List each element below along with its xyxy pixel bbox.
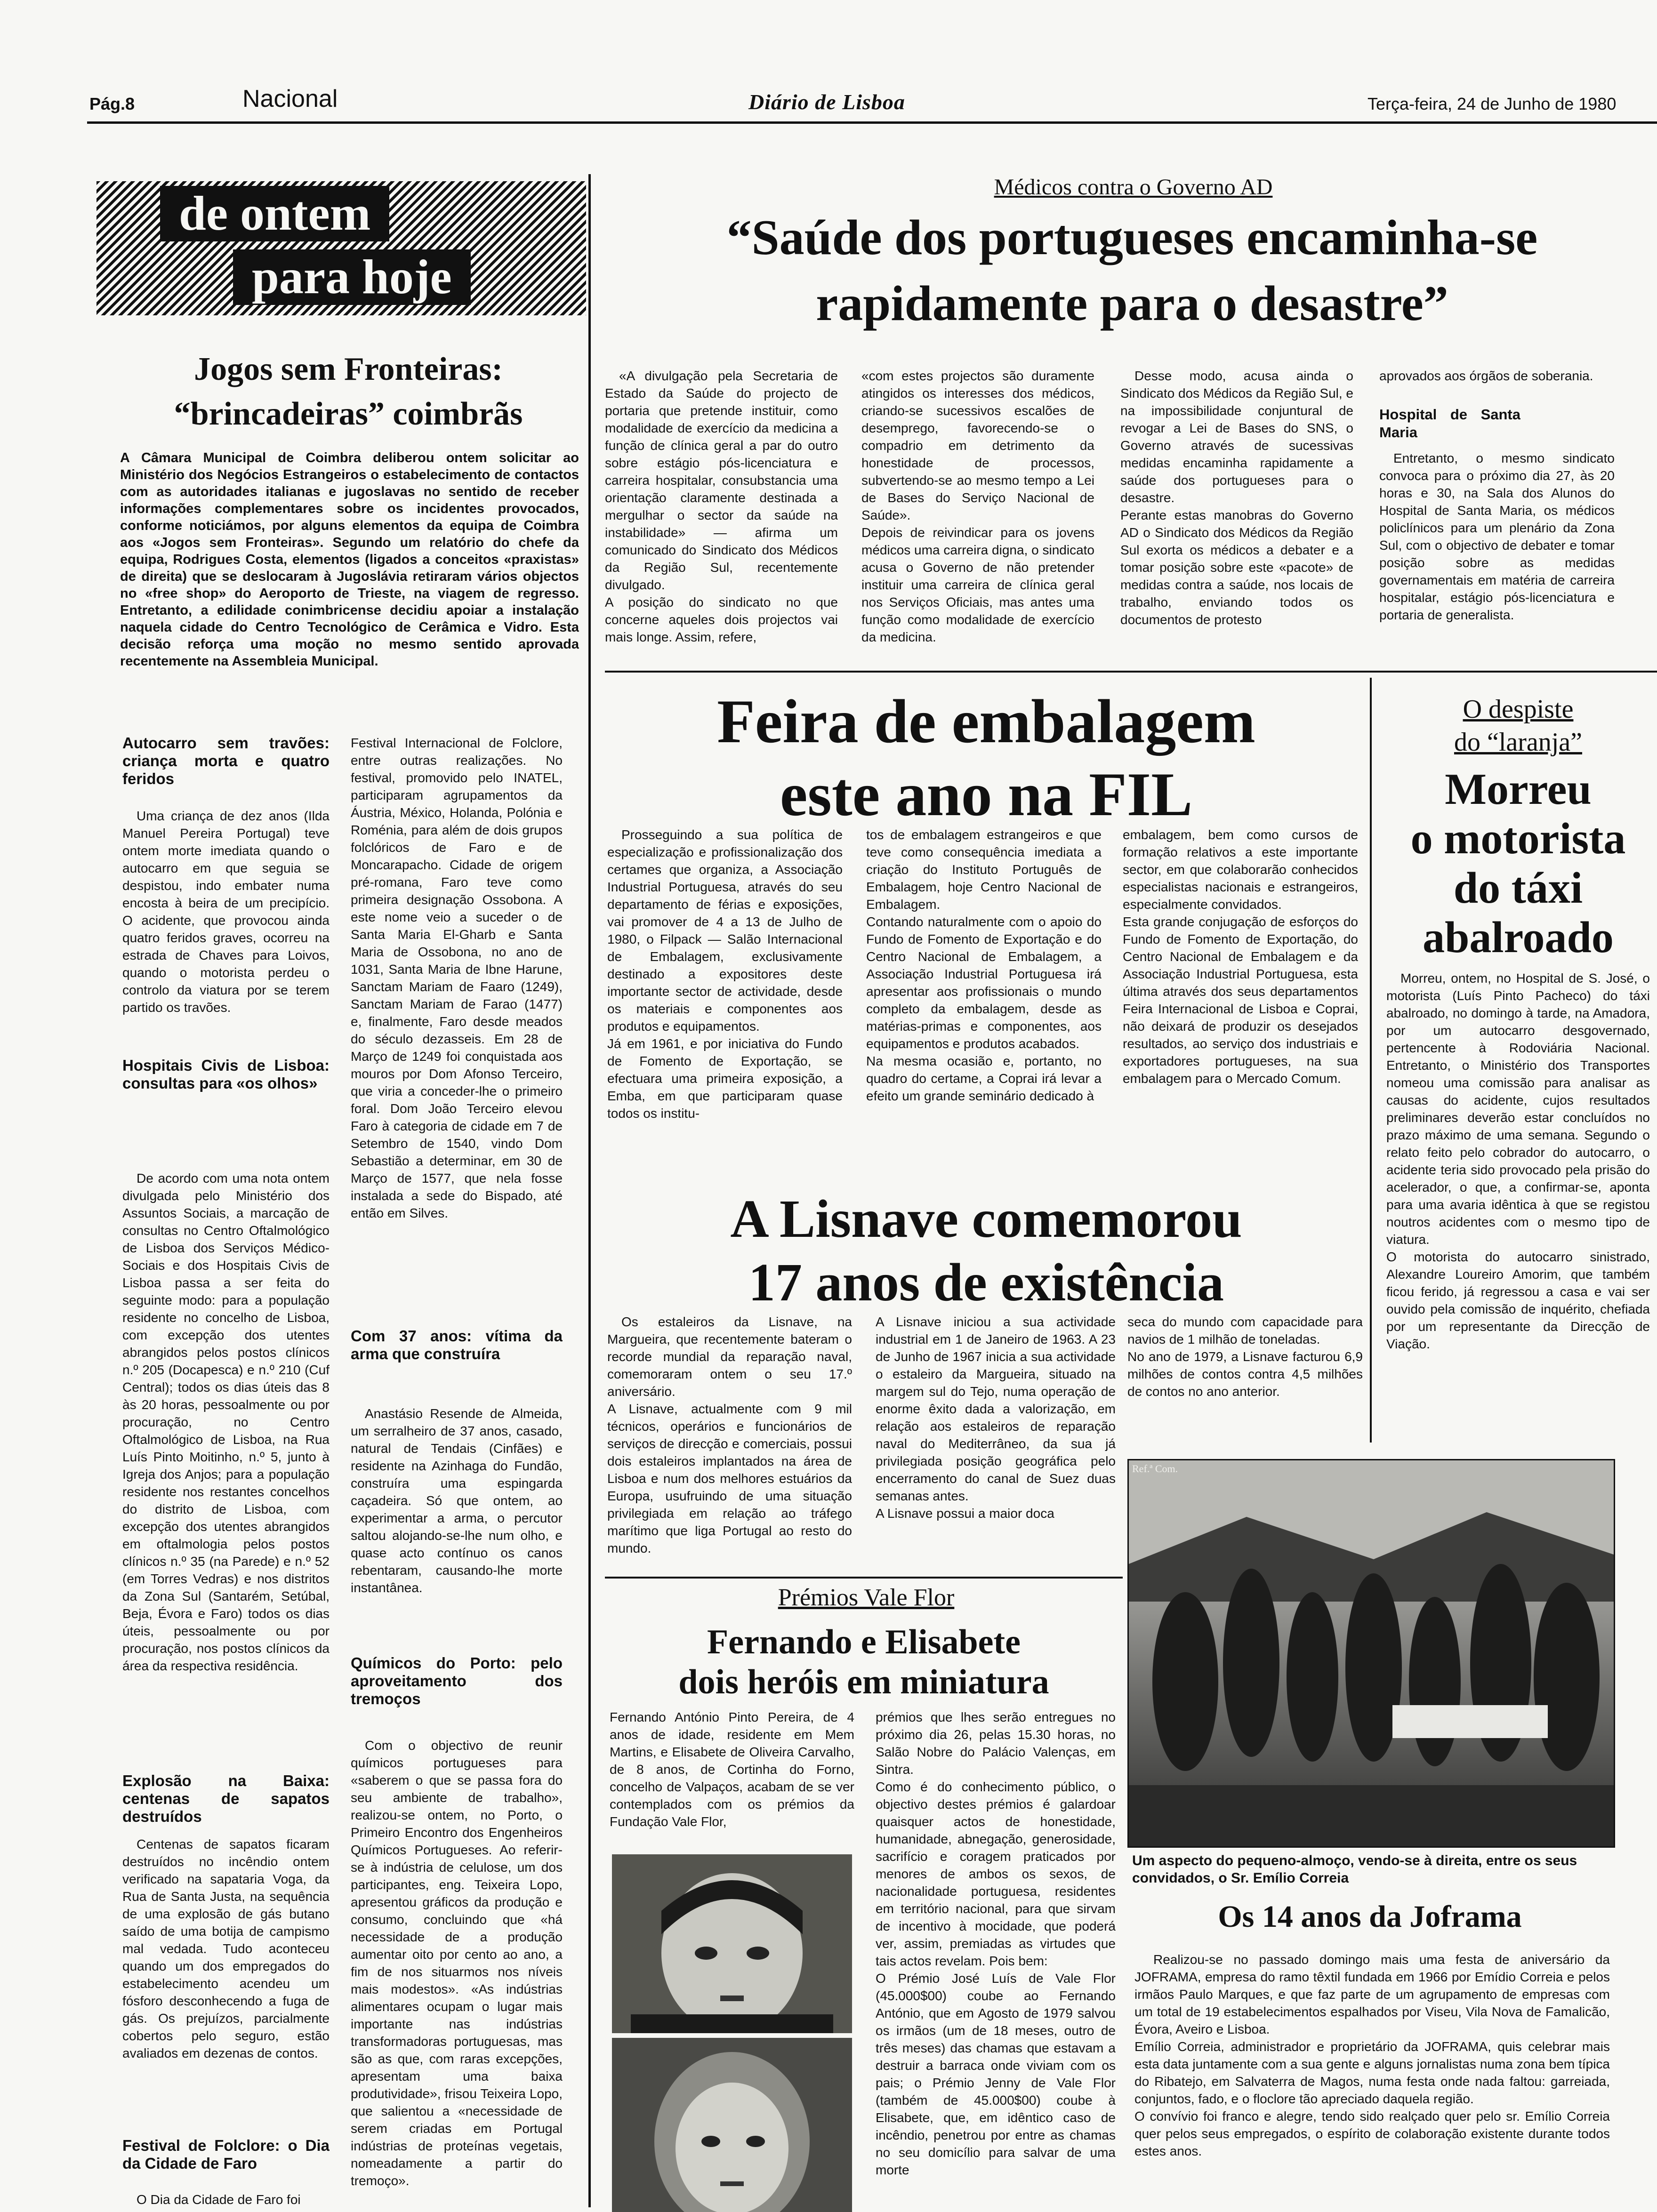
- arma-subhead: Com 37 anos: vítima da arma que construíra: [351, 1327, 563, 1362]
- quimicos-subhead: Químicos do Porto: pelo aproveitamento dos tremoços: [351, 1654, 563, 1707]
- page-number: Pág.8: [89, 94, 135, 113]
- arma-text: Anastásio Resende de Almeida, um serralheiro de 37 anos, casado, natural de Tendais (Cinfães) e residente na Azinhaga do Fundão, construíra uma espingarda caçadeira. Só que ontem, ao experimentar a arma, o percutor saltou alojando-se-lhe num olho, e quase acto contínuo os canos rebentaram, causando-lhe morte instantânea.: [351, 1406, 563, 1595]
- premios-kicker: Prémios Vale Flor: [778, 1584, 955, 1611]
- hospitais-subhead: Hospitais Civis de Lisboa: consultas para «os olhos»: [122, 1057, 330, 1092]
- elisabete-photo: [612, 2038, 852, 2212]
- jogos-headline-2: “brincadeiras” coimbrãs: [174, 396, 523, 432]
- medicos-col-1: «A divulgação pela Secretaria de Estado da Saúde do projecto de portaria que pretende instituir, como modalidade de exercício da medicina a função de clínica geral a par do outro sobre estágio pós-licenciatura e carreira hospitalar, consubstancia uma orientação claramente destinada a mergulhar o sector da saúde na instabilidade» — afirma um comunicado do Sindicato dos Médicos da Região Sul, recentemente divulgado. A posição do sindicato no que concerne aqueles dois projectos vai mais longe. Assim, refere,: [605, 369, 838, 644]
- joframa-text: Realizou-se no passado domingo mais uma festa de aniversário da JOFRAMA, empresa do ramo têxtil fundada em 1966 por Emídio Correia e pelos irmãos Paulo Marques, e que faz parte de um agrupamento de empresas com um total de 19 estabelecimentos espalhados por Viseu, Vila Nova de Famalicão, Évora, Aveiro e Lisboa. Emílio Correia, administrador e proprietário da JOFRAMA, quis celebrar mais esta data juntamente com a sua gente e alguns jornalistas numa zona bem típica do Ribatejo, em Salvaterra de Magos, numa festa onde nada faltou: garreiada, conjuntos, fado, e o floclore tão apreciado daquela região. O convívio foi franco e alegre, tendo sido realçado quer pelo sr. Emílio Correia quer pelos seus empregados, o espírito de colaboração existente durante todos estes anos.: [1134, 1952, 1610, 2158]
- lisnave-bottom-rule: [605, 1577, 1123, 1579]
- medicos-col-4a: aprovados aos órgãos de soberania.: [1379, 369, 1593, 383]
- explosao-subhead: Explosão na Baixa: centenas de sapatos destruídos: [122, 1772, 330, 1825]
- medicos-col-2: «com estes projectos são duramente atingidos os interesses dos médicos, criando-se sucessivos escalões de desemprego, favorecendo-se o compadrio em detrimento da honestidade de processos, subvertendo-se ao mesmo tempo a Lei de Bases do Serviço Nacional de Saúde». Depois de reivindicar para os jovens médicos uma carreira digna, o sindicato acusa o Governo de não pretender instituir uma carreira de clínica geral nos Serviços Oficiais, mas antes uma função como modalidade de exercício da medicina.: [861, 369, 1094, 644]
- masthead: Diário de Lisboa: [748, 90, 905, 114]
- issue-date: Terça-feira, 24 de Junho de 1980: [1367, 94, 1617, 113]
- premios-headline-1: Fernando e Elisabete: [707, 1623, 1021, 1661]
- photo-credit: Ref.ª Com.: [1132, 1463, 1178, 1475]
- quimicos-text: Com o objectivo de reunir químicos portugueses para «saberem o que se passa fora do seu ambiente de trabalho», realizou-se ontem, no Porto, o Primeiro Encontro dos Engenheiros Químicos Portugueses. Ao referir-se à indústria de celulose, um dos participantes, eng. Teixeira Lopo, apresentou gráficos da produção e consumo, concluindo que «há necessidade de a produção aumentar oito por cento ao ano, a fim de nos situarmos nos níveis mais modestos». «As indústrias alimentares ocupam o lugar mais importante nas indústrias transformadoras portuguesas, mas são as que, com raras excepções, apresentam uma baixa produtividade», frisou Teixeira Lopo, que salientou a «necessidade de serem criadas em Portugal indústrias de proteínas vegetais, nomeadamente a partir do tremoço».: [351, 1738, 563, 2188]
- despiste-headline-1: Morreu: [1445, 765, 1592, 814]
- lisnave-col-2: A Lisnave iniciou a sua actividade industrial em 1 de Janeiro de 1963. A 23 de Junho de 1967 inicia a sua actividade o estaleiro da Margueira, situado na margem sul do Tejo, numa operação de enorme êxito dada a valorização, em relação aos estaleiros de reparação naval do Mediterrâneo, da sua já privilegiada posição geográfica pelo encerramento do canal de Suez duas semanas antes. A Lisnave possui a maior doca: [876, 1314, 1116, 1521]
- medicos-headline-2: rapidamente para o desastre”: [816, 276, 1448, 331]
- box-title-line1: de ontem: [160, 186, 389, 241]
- premios-col-1: Fernando António Pinto Pereira, de 4 anos de idade, residente em Mem Martins, e Elisabete de Oliveira Carvalho, de 8 anos, de Cortinha do Forno, concelho de Valpaços, acabam de se ver contemplados com os prémios da Fundação Vale Flor,: [610, 1710, 854, 1829]
- jogos-text: A Câmara Municipal de Coimbra deliberou ontem solicitar ao Ministério dos Negócios Estrangeiros o estabelecimento de contactos com as autoridades italianas e jugoslavas no sentido de receber informações complementares sobre os incidentes provocados, conforme noticiámos, por alguns elementos da equipa de Coimbra aos «Jogos sem Fronteiras». Segundo um relatório do chefe da equipa, Rodrigues Costa, elementos (ligados a conceitos «praxistas» de direita) que se deslocaram à Jugoslávia retiraram vários objectos no «free shop» do Aeroporto de Trieste, na viagem de regresso. Entretanto, a edilidade conimbricense decidiu apoiar a instalação naquela cidade do Centro Tecnológico de Cerâmica e Vidro. Esta decisão reforça uma moção no mesmo sentido aprovada recentemente na Assembleia Municipal.: [120, 450, 579, 669]
- feira-right-rule: [1370, 678, 1372, 1443]
- autocarro-subhead: Autocarro sem travões: criança morta e quatro feridos: [122, 734, 330, 787]
- feira-headline-1: Feira de embalagem: [717, 687, 1255, 756]
- medicos-headline-1: “Saúde dos portugueses encaminha-se: [726, 210, 1538, 265]
- despiste-headline-2: o motorista: [1410, 814, 1626, 863]
- medicos-bottom-rule: [605, 671, 1657, 673]
- despiste-headline-3: do táxi: [1453, 864, 1583, 913]
- despiste-kicker-2: do “laranja”: [1454, 728, 1583, 757]
- festival-text-start: O Dia da Cidade de Faro foi: [137, 2192, 301, 2207]
- premios-headline-2: dois heróis em miniatura: [678, 1663, 1049, 1701]
- section-name: Nacional: [242, 85, 338, 112]
- despiste-text: Morreu, ontem, no Hospital de S. José, o motorista (Luís Pinto Pacheco) do táxi abalroado, no domingo à tarde, na Amadora, por um autocarro desgovernado, pertencente à Rodoviária Nacional. Entretanto, o Ministério dos Transportes nomeou uma comissão para analisar as causas do acidente, cujos resultados preliminares deverão estar concluídos no prazo máximo de uma semana. Segundo o relato feito pelo cobrador do autocarro, o acidente teria sido provocado pela prisão do acelerador, o que, a confirmar-se, aponta para uma avaria idêntica à que se registou noutros acidentes com o mesmo tipo de viatura. O motorista do autocarro sinistrado, Alexandre Loureiro Amorim, que também ficou ferido, já regressou a casa e vai ser ouvido pela comissão de inquérito, chefiada por um representante da Direcção de Viação.: [1386, 971, 1650, 1351]
- joframa-headline: Os 14 anos da Joframa: [1218, 1899, 1522, 1934]
- premios-col-2: prémios que lhes serão entregues no próximo dia 26, pelas 15.30 horas, no Salão Nobre do Palácio Valenças, em Sintra. Como é do conhecimento público, o objectivo destes prémios é galardoar quaisquer actos de honestidade, humanidade, abnegação, generosidade, sacrifício e coragem praticados por menores de ambos os sexos, de nacionalidade portuguesa, residentes em território nacional, para que sirvam de incentivo à mocidade, que poderá ver, assim, premiadas as virtudes que tais actos revelam. Pois bem: O Prémio José Luís de Vale Flor (45.000$00) coube ao Fernando António, que em Agosto de 1979 salvou os irmãos (um de 18 meses, outro de três meses) das chamas que estavam a destruir a barraca onde viviam com os pais; o Prémio Jenny de Vale Flor (também de 45.000$00) coube à Elisabete, que, em idêntico caso de incêndio, penetrou por entre as chamas no seu domicílio para salvar de uma morte: [876, 1710, 1116, 2177]
- header-rule: [87, 121, 1657, 124]
- feira-col-1: Prosseguindo a sua política de especialização e profissionalização dos certames que organiza, a Associação Industrial Portuguesa, através do seu departamento de férias e exposições, vai promover de 4 a 13 de Julho de 1980, o Filpack — Salão Internacional de Embalagem, exclusivamente destinado a expositores deste importante sector de actividade, desde os materiais e componentes aos produtos e equipamentos. Já em 1961, e por iniciativa do Fundo de Fomento de Exportação, se efectuara uma primeira exposição, a Emba, em que participaram quase todos os institu-: [607, 827, 843, 1121]
- festival-text-cont: Festival Internacional de Folclore, entre outras realizações. No festival, promovido pelo INATEL, participaram agrupamentos da Áustria, México, Holanda, Polónia e Roménia, para além de dois grupos folclóricos de Faro e de Moncarapacho. Cidade de origem pré-romana, Faro teve como primeira designação Ossobona. A este nome veio a suceder o de Santa Maria El-Gharb e Santa Maria de Ossobona, no ano de 1031, Santa Maria de Ibne Harune, Sanctam Mariam de Faaro (1249), Sanctam Mariam de Farao (1477) e, finalmente, Faro desde meados do século dezasseis. Em 28 de Março de 1249 foi conquistada aos mouros por Dom Afonso Terceiro, que viria a conceder-lhe o primeiro foral. Dom João Terceiro elevou Faro à categoria de cidade em 7 de Setembro de 1540, vindo Dom Sebastião a determinar, em 30 de Março de 1577, que nela fosse instalada a sede do Bispado, até então em Silves.: [351, 736, 563, 1220]
- explosao-text: Centenas de sapatos ficaram destruídos no incêndio ontem verificado na sapataria Voga, da Rua de Santa Justa, na sequência de uma explosão de gás butano saído de uma botija de campismo mal vedada. Tudo aconteceu quando um dos empregados do estabelecimento acendeu um fósforo desconhecendo a fuga de gás. Os prejuízos, parcialmente cobertos pelo seguro, estão avaliados em dezenas de contos.: [122, 1837, 330, 2060]
- joframa-photo: [1127, 1459, 1615, 1848]
- feira-headline-2: este ano na FIL: [780, 760, 1193, 829]
- box-title-line2: para hoje: [233, 249, 471, 305]
- despiste-headline-4: abalroado: [1423, 913, 1614, 962]
- lisnave-headline-1: A Lisnave comemorou: [730, 1189, 1242, 1249]
- photo-caption: Um aspecto do pequeno-almoço, vendo-se à direita, entre os seus convidados, o Sr. Emílio Correia: [1132, 1853, 1577, 1886]
- santa-maria-subhead: Hospital de Santa Maria: [1379, 406, 1520, 441]
- festival-subhead: Festival de Folclore: o Dia da Cidade de Faro: [122, 2137, 330, 2172]
- medicos-kicker: Médicos contra o Governo AD: [994, 175, 1273, 200]
- medicos-col-4b: Entretanto, o mesmo sindicato convoca para o próximo dia 27, às 20 horas e 30, na Sala dos Alunos do Hospital de Santa Maria, os médicos policlínicos para um plenário da Zona Sul, com o objectivo de debater e tomar posição sobre as medidas governamentais em matéria de carreira hospitalar, estágio pós-licenciatura e portaria de generalista.: [1379, 451, 1615, 622]
- despiste-kicker-1: O despiste: [1463, 695, 1574, 724]
- autocarro-text: Uma criança de dez anos (Ilda Manuel Pereira Portugal) teve ontem morte imediata quando o autocarro em que seguia se despistou, indo embater numa encosta à beira de um precipício. O acidente, que provocou ainda quatro feridos graves, ocorreu na estrada de Chaves para Loivos, quando o motorista perdeu o controlo da viatura por se terem partido os travões.: [122, 809, 330, 1015]
- lisnave-col-3: seca do mundo com capacidade para navios de 1 milhão de toneladas. No ano de 1979, a Lisnave facturou 6,9 milhões de contos contra 4,5 milhões de contos no ano anterior.: [1127, 1314, 1363, 1399]
- feira-col-3: embalagem, bem como cursos de formação relativos a este importante sector, em que colaborarão conhecidos especialistas nacionais e estrangeiros, especialmente convidados. Esta grande conjugação de esforços do Fundo de Fomento de Exportação, do Centro Nacional de Embalagem e da Associação Industrial Portuguesa, esta última através dos seus departamentos Feira Internacional de Lisboa e Coprai, não deixará de produzir os desejados resultados, ao serviço dos industriais e exportadores portugueses, na sua embalagem para o Mercado Comum.: [1123, 827, 1358, 1086]
- hospitais-text: De acordo com uma nota ontem divulgada pelo Ministério dos Assuntos Sociais, a marcação de consultas no Centro Oftalmológico de Lisboa dos Serviços Médico-Sociais e dos Hospitais Civis de Lisboa passa a ser feita do seguinte modo: para a população residente no concelho de Lisboa, com excepção dos utentes abrangidos pelos postos clínicos n.º 205 (Docapesca) e n.º 210 (Cuf Central); todos os dias úteis das 8 às 20 horas, pessoalmente ou por procuração, no Centro Oftalmológico de Lisboa, na Rua Luís Pinto Moitinho, n.º 5, junto à Igreja dos Anjos; para a população residente nos restantes concelhos do distrito de Lisboa, com excepção dos utentes abrangidos em oftalmologia pelos postos clínicos n.º 35 (na Parede) e n.º 52 (em Torres Vedras) e nos distritos da Zona Sul (Santarém, Setúbal, Beja, Évora e Faro) todos os dias úteis, pessoalmente ou por procuração, nos postos clínicos da área da respectiva residência.: [122, 1171, 330, 1673]
- lisnave-col-1: Os estaleiros da Lisnave, na Margueira, que recentemente bateram o recorde mundial da reparação naval, comemoraram ontem o seu 17.º aniversário. A Lisnave, actualmente com 9 mil técnicos, operários e funcionários de serviços de direcção e comerciais, possui dois estaleiros implantados na área de Lisboa e num dos melhores estuários da Europa, usufruindo de uma situação privilegiada em relação ao tráfego marítimo que liga Portugal ao resto do mundo.: [607, 1314, 852, 1555]
- medicos-col-3: Desse modo, acusa ainda o Sindicato dos Médicos da Região Sul, e na impossibilidade conjuntural de revogar a Lei de Bases do SNS, o Governo através de sucessivas medidas encaminha rapidamente a saúde dos portugueses para o desastre. Perante estas manobras do Governo AD o Sindicato dos Médicos da Região Sul exorta os médicos a debater e a tomar posição sobre este «pacote» de medidas contra a saúde, nos locais de trabalho, enviando todos os documentos de protesto: [1120, 369, 1353, 627]
- fernando-photo: [612, 1854, 852, 2033]
- feira-col-2: tos de embalagem estrangeiros e que teve como consequência imediata a criação do Instituto Português de Embalagem, hoje Centro Nacional de Embalagem. Contando naturalmente com o apoio do Fundo de Fomento de Exportação e do Centro Nacional de Embalagem, a Associação Industrial Portuguesa irá apresentar aos profissionais o mundo completo da embalagem, desde as matérias-primas e componentes, aos equipamentos e produtos acabados. Na mesma ocasião e, portanto, no quadro do certame, a Coprai irá levar a efeito um grande seminário dedicado à: [866, 827, 1102, 1103]
- jogos-headline-1: Jogos sem Fronteiras:: [194, 351, 503, 387]
- lisnave-headline-2: 17 anos de existência: [748, 1252, 1224, 1312]
